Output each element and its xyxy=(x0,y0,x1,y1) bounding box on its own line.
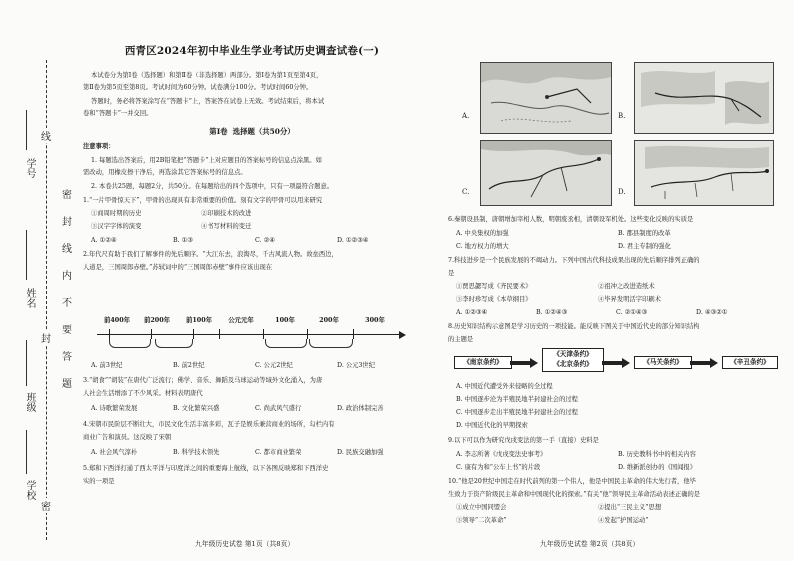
timeline-label: 300年 xyxy=(365,316,385,324)
q6-choice[interactable]: A. 中央集权的加强 xyxy=(456,230,509,237)
q7-item: ④毕昇发明活字印刷术 xyxy=(598,296,661,303)
intro-line: 第Ⅱ卷为第5页至第8页。考试时间为60分钟。试卷满分100分。考试时间60分钟。 xyxy=(83,84,313,91)
seal-char: 线 xyxy=(62,244,72,255)
seal-char: 密 xyxy=(62,190,72,201)
q6-choice[interactable]: C. 地方权力的增大 xyxy=(456,243,509,250)
class-label: 班级 xyxy=(24,392,35,412)
timeline-segment-c xyxy=(265,339,307,348)
school-label: 学校 xyxy=(24,480,35,500)
q8-choice[interactable]: A. 中国近代遭受外来侵略的全过程 xyxy=(456,383,553,390)
q6-stem: 6.秦朝设县制，唐朝增加宰相人数，明朝废丞相，清朝设军机处。这些变化反映的实质是 xyxy=(448,216,694,223)
q10-item: ①成立中国同盟会 xyxy=(456,504,507,511)
q10-stem: 生致力于资产阶级民主革命和中国现代化的探索。”有关“他”领导民主革命活动表述正确的是 xyxy=(448,491,701,498)
q2-choice[interactable]: D. 公元3世纪 xyxy=(337,362,376,369)
intro-line: 答题时，务必将答案涂写在“答题卡”上，答案答在试卷上无效。考试结束后，将本试 xyxy=(83,98,325,105)
q5-stem: 5.郑和下西洋打通了西太平洋与印度洋之间的重要海上航线，以下各图反映郑和下西洋史 xyxy=(83,465,329,472)
treaty-box-tianjin-beijing xyxy=(542,348,604,372)
map-a-drawing xyxy=(481,63,611,133)
q10-item: ④发起“护国运动” xyxy=(598,517,649,524)
timeline-label: 前100年 xyxy=(185,316,213,324)
timeline-segment-b xyxy=(155,339,193,348)
seal-side-char: 封 xyxy=(41,330,51,345)
intro-line: 本试卷分为第Ⅰ卷（选择题）和第Ⅱ卷（非选择题）两部分。第Ⅰ卷为第1页至第4页， xyxy=(83,72,323,79)
map-d-image[interactable] xyxy=(634,140,774,206)
arrow-icon xyxy=(510,358,538,368)
note-line: 2. 本卷共25题，每题2分，共50分。在每题给出的四个选项中，只有一项最符合题意。 xyxy=(83,183,334,190)
q8-choice[interactable]: C. 中国逐步走出半殖民地半封建社会的过程 xyxy=(456,409,578,416)
q4-stem: 4.宋朝市民阶层不断壮大，市民文化生活丰富多彩，瓦子是娱乐兼营商业的场所，勾栏内有 xyxy=(83,421,335,428)
timeline-arrow xyxy=(399,331,406,339)
student-id-underline xyxy=(26,110,27,150)
timeline-tick xyxy=(109,329,110,339)
q4-choice[interactable]: C. 都市商业繁荣 xyxy=(255,449,302,456)
student-name-underline xyxy=(26,230,27,280)
map-d-drawing xyxy=(635,141,773,205)
timeline-label: 公元元年 xyxy=(228,316,254,324)
q3-stem: 3.“胡食”“胡装”在唐代广泛流行；佛学、音乐、舞蹈及马球运动等域外文化涌入，为唐 xyxy=(83,377,323,384)
note-line: 1. 每题选出答案后，用2B铅笔把“答题卡”上对应题目的答案标号的信息点涂黑。如 xyxy=(83,157,322,164)
q1-choice[interactable]: B. ①③ xyxy=(173,237,193,244)
q3-choice[interactable]: A. 诗歌繁荣发展 xyxy=(91,405,138,412)
page-footer-right: 九年级历史试卷 第2页（共8页） xyxy=(540,540,640,548)
timeline-segment-d xyxy=(309,339,353,348)
section-title: 第Ⅰ卷 选择题（共50分） xyxy=(209,127,295,136)
timeline-label: 100年 xyxy=(275,316,295,324)
seal-char: 要 xyxy=(62,325,72,336)
treaty-box-nanjing: 《南京条约》 xyxy=(454,356,512,369)
page-1-column xyxy=(83,0,421,561)
timeline-tick xyxy=(193,329,194,339)
q1-choice[interactable]: C. ②④ xyxy=(255,237,275,244)
q10-item: ②提出“三民主义”思想 xyxy=(598,504,662,511)
treaty-box-maguan: 《马关条约》 xyxy=(634,356,692,369)
map-c-drawing xyxy=(481,141,611,205)
seal-char: 答 xyxy=(62,352,72,363)
seal-char: 不 xyxy=(62,298,72,309)
notes-title: 注意事项： xyxy=(83,143,115,150)
timeline-label: 200年 xyxy=(319,316,339,324)
map-option-label: B. xyxy=(618,112,626,120)
q9-choice[interactable]: C. 康有为和“公车上书”的片段 xyxy=(456,464,541,471)
q7-choice[interactable]: C. ②①④③ xyxy=(616,309,648,316)
q5-stem: 实的一项是 xyxy=(83,478,115,485)
seal-side-char: 线 xyxy=(41,128,51,143)
treaty-tianjin: 《天津条约》 xyxy=(553,350,593,358)
q2-choice[interactable]: B. 前2世纪 xyxy=(173,362,205,369)
q1-item: ②印刷技术的改进 xyxy=(201,210,252,217)
q3-stem: 人社会生活增添了不少风采。材料表明唐代 xyxy=(83,390,203,397)
page-footer-left: 九年级历史试卷 第1页（共8页） xyxy=(195,540,295,548)
intro-line: 卷和“答题卡”一并交回。 xyxy=(83,110,153,117)
seal-char: 封 xyxy=(62,217,72,228)
q1-choice[interactable]: D. ①②③④ xyxy=(337,237,369,244)
q8-stem: 的主题是 xyxy=(448,336,474,343)
q9-choice[interactable]: D. 维新派创办的《国闻报》 xyxy=(618,464,697,471)
q7-choice[interactable]: D. ④③②① xyxy=(696,309,728,316)
q10-stem: 10.“他是20世纪中国走在时代前列的第一个伟人，他是中国民主革命的伟大先行者，他毕 xyxy=(448,478,696,485)
student-id-label: 学号 xyxy=(24,158,35,178)
arrow-icon xyxy=(690,358,718,368)
timeline-tick xyxy=(219,329,220,339)
timeline-tick xyxy=(353,329,354,339)
q7-stem: 7.科技进步是一个民族发展的不竭动力。下列中国古代科技成果出现的先后顺序排列正确的 xyxy=(448,257,700,264)
map-option-label: D. xyxy=(618,188,626,196)
q3-choice[interactable]: B. 文化繁荣兴盛 xyxy=(173,405,220,412)
q6-choice[interactable]: D. 君主专制的强化 xyxy=(618,243,671,250)
q7-choice[interactable]: A. ①②③④ xyxy=(456,309,488,316)
map-option-label: C. xyxy=(462,188,470,196)
q1-item: ①商周时期的历史 xyxy=(91,210,142,217)
q9-choice[interactable]: A. 李志所著《戊戌变法史事考》 xyxy=(456,451,547,458)
q7-item: ③李时珍写成《本草纲目》 xyxy=(456,296,532,303)
seal-char: 内 xyxy=(62,271,72,282)
q4-stem: 商业广告和演员。这反映了宋朝 xyxy=(83,434,172,441)
q7-choice[interactable]: B. ①②④③ xyxy=(536,309,568,316)
timeline-axis xyxy=(97,334,403,335)
q4-choice[interactable]: D. 民族交融加强 xyxy=(337,449,384,456)
timeline-label: 前400年 xyxy=(103,316,131,324)
q1-choice[interactable]: A. ①②④ xyxy=(91,237,117,244)
q7-stem: 是 xyxy=(448,270,455,277)
q10-item: ③领导“二次革命” xyxy=(456,517,507,524)
q1-item: ③汉字字体的演变 xyxy=(91,223,142,230)
timeline-label: 前200年 xyxy=(143,316,171,324)
school-underline xyxy=(26,430,27,474)
q3-choice[interactable]: D. 政治体制完善 xyxy=(337,405,384,412)
seal-side-char: 密 xyxy=(41,498,51,513)
q9-stem: 9.以下可以作为研究戊戌变法的第一手（直接）史料是 xyxy=(448,437,599,444)
q1-item: ④书写材料的变迁 xyxy=(201,223,252,230)
q2-choice[interactable]: A. 前3世纪 xyxy=(91,362,123,369)
timeline-segment-a xyxy=(109,339,151,348)
map-b-drawing xyxy=(635,63,773,133)
q8-choice[interactable]: B. 中国逐步沦为半殖民地半封建社会的过程 xyxy=(456,396,578,403)
treaty-beijing: 《北京条约》 xyxy=(553,359,593,368)
q2-timeline xyxy=(93,312,413,352)
map-a-image[interactable] xyxy=(480,62,612,134)
q1-stem: 1.“一片甲骨惊天下”，甲骨的出现具有非常重要的价值。刻有文字的甲骨可以用来研究 xyxy=(83,197,323,204)
page-2-column xyxy=(448,0,778,561)
q3-choice[interactable]: C. 尚武风气盛行 xyxy=(255,405,302,412)
q4-choice[interactable]: B. 科学技术领先 xyxy=(173,449,220,456)
exam-title: 西青区2024年初中毕业生学业考试历史调查试卷(一) xyxy=(124,45,380,57)
timeline-tick xyxy=(151,329,152,339)
q9-choice[interactable]: B. 历史教科书中的相关内容 xyxy=(618,451,696,458)
q7-item: ①贾思勰写成《齐民要术》 xyxy=(456,283,532,290)
timeline-tick xyxy=(307,329,308,339)
class-underline xyxy=(26,340,27,386)
q8-choice[interactable]: D. 中国近代化的早期探索 xyxy=(456,422,528,429)
q8-stem: 8.历史知识结构示意图是学习历史的一项技能。能反映下图关于中国近代史的部分知识结构 xyxy=(448,323,700,330)
map-option-label: A. xyxy=(462,112,470,120)
binding-margin xyxy=(0,0,78,561)
arrow-icon xyxy=(602,358,630,368)
q4-choice[interactable]: A. 社会风气淳朴 xyxy=(91,449,138,456)
q6-choice[interactable]: B. 郡县制度的改革 xyxy=(618,230,671,237)
q2-stem: 2.年代尺有助于我们了解事件的先后顺序。“大江东去，浪淘尽，千古风流人物。故垒西边， xyxy=(83,251,338,258)
q2-stem: 人道是，三国周郎赤壁。”苏轼词中的“三国周郎赤壁”事件应该出现在 xyxy=(83,264,273,271)
treaty-box-xinchou: 《辛丑条约》 xyxy=(722,356,778,369)
q2-choice[interactable]: C. 公元2世纪 xyxy=(255,362,293,369)
map-c-image[interactable] xyxy=(480,140,612,206)
seal-char: 题 xyxy=(62,379,72,390)
q7-item: ②祖冲之改进造纸术 xyxy=(598,283,655,290)
map-b-image[interactable] xyxy=(634,62,774,134)
note-line: 需改动，用橡皮擦干净后，再选涂其它答案标号的信息点。 xyxy=(83,169,247,176)
student-name-label: 姓名 xyxy=(24,288,35,308)
timeline-tick xyxy=(263,329,264,339)
